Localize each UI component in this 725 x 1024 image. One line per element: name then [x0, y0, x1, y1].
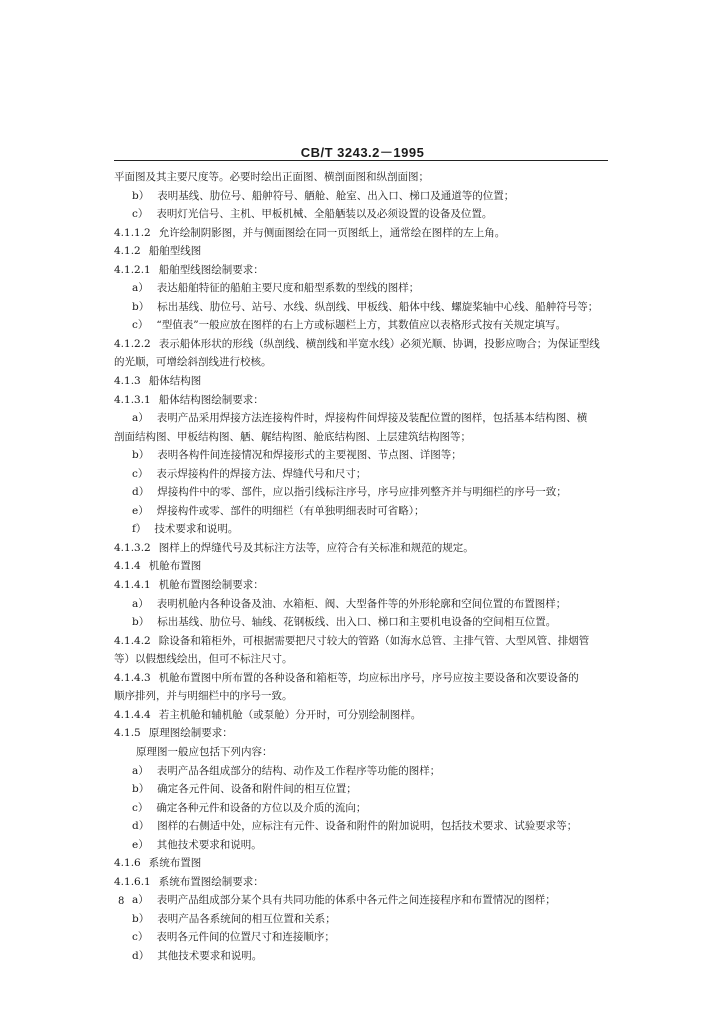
clause-number: 4.1.6.1	[114, 875, 151, 888]
clause-number: 4.1.5	[114, 727, 141, 740]
clause-text: 机舱布置图	[148, 560, 202, 573]
clause-text: 系统布置图	[148, 857, 202, 870]
clause-number: 4.1.2.2	[114, 337, 151, 350]
text-line	[114, 279, 610, 298]
clause-number: b）	[132, 616, 150, 629]
clause-number: f）	[132, 523, 147, 536]
clause-number: d）	[132, 820, 150, 833]
clause-text: 的光顺，可增绘斜剖线进行校核。	[114, 356, 272, 369]
clause-number: 4.1.3.2	[114, 541, 151, 554]
text-line	[114, 428, 610, 447]
clause-number: b）	[132, 300, 150, 313]
clause-text: 表明产品各系统间的相互位置和关系；	[157, 912, 336, 925]
clause-text: 表示船体形状的形线（纵剖线、横剖线和半宽水线）必须光顺、协调，投影应吻合；为保证型线	[158, 337, 600, 350]
text-line	[114, 743, 610, 762]
clause-text: 其他技术要求和说明。	[156, 838, 262, 851]
text-line	[114, 706, 610, 725]
clause-number: b）	[132, 449, 150, 462]
clause-number: 4.1.4.1	[114, 579, 151, 592]
clause-text: 表明基线、肋位号、船舯符号、舾舱、舱室、出入口、梯口及通道等的位置；	[157, 189, 515, 202]
text-line	[114, 483, 610, 502]
clause-text: 船体结构图	[148, 375, 202, 388]
clause-text: 表达船舶特征的船舶主要尺度和船型系数的型线的图样；	[156, 282, 420, 295]
clause-text: 允许绘制阴影图，并与侧面图绘在同一页图纸上，通常绘在图样的左上角。	[158, 226, 506, 239]
text-line	[114, 168, 610, 187]
clause-number: 4.1.3	[114, 375, 141, 388]
clause-text: 确定各元件间、设备和附件间的相互位置；	[157, 783, 357, 796]
page-number: 8	[118, 896, 125, 907]
header-rule	[114, 160, 608, 161]
clause-text: 表明各元件间的位置尺寸和连接顺序；	[156, 931, 335, 944]
clause-number: c）	[132, 801, 149, 814]
clause-number: c）	[132, 467, 149, 480]
clause-text: 确定各种元件和设备的方位以及介质的流向；	[156, 801, 367, 814]
standard-code-header: CB/T 3243.2－1995	[300, 145, 425, 160]
clause-number: a）	[132, 412, 149, 425]
clause-number: 4.1.4.4	[114, 708, 151, 721]
clause-number: c）	[132, 208, 149, 221]
clause-text: 表明机舱内各种设备及油、水箱柜、阀、大型备件等的外形轮廓和空间位置的布置图样；	[156, 597, 567, 610]
clause-number: a）	[132, 894, 149, 907]
text-line	[114, 298, 610, 317]
clause-text: 船舶型线图绘制要求：	[158, 263, 264, 276]
clause-text: 图样的右侧适中处，应标注有元件、设备和附件的附加说明，包括技术要求、试验要求等；	[157, 820, 578, 833]
clause-number: e）	[132, 504, 149, 517]
clause-text: 平面图及其主要尺度等。必要时绘出正面图、横剖面图和纵剖面图；	[114, 171, 429, 183]
clause-number: d）	[132, 486, 150, 499]
clause-number: 4.1.2	[114, 245, 141, 258]
text-line	[114, 316, 610, 335]
text-line	[114, 799, 610, 818]
text-line	[114, 502, 610, 521]
text-line	[114, 854, 610, 873]
clause-number: a）	[132, 764, 149, 777]
text-line	[114, 836, 610, 855]
clause-number: b）	[132, 783, 150, 796]
text-line	[114, 817, 610, 836]
clause-text: 顺序排列，并与明细栏中的序号一致。	[114, 690, 293, 703]
clause-text: 表示焊接构件的焊接方法、焊缝代号和尺寸；	[156, 467, 367, 480]
text-line	[114, 187, 610, 206]
clause-number: a）	[132, 282, 149, 295]
clause-number: e）	[132, 838, 149, 851]
text-line	[114, 261, 610, 280]
text-line	[114, 910, 610, 929]
clause-text: “型值表”一般应放在图样的右上方或标题栏上方，其数值应以表格形式按有关规定填写。	[156, 319, 567, 332]
text-line	[114, 409, 610, 428]
text-line	[114, 224, 610, 243]
clause-number: d）	[132, 949, 150, 962]
document-body	[114, 168, 610, 966]
clause-text: 技术要求和说明。	[154, 523, 239, 536]
clause-text: 若主机舱和辅机舱（或泵舱）分开时，可分别绘制图样。	[158, 708, 422, 721]
text-line	[114, 539, 610, 558]
text-line	[114, 242, 610, 261]
clause-text: 表明产品采用焊接方法连接构件时，焊接构件间焊接及装配位置的图样，包括基本结构图、横	[156, 412, 588, 425]
clause-number: 4.1.1.2	[114, 226, 151, 239]
clause-text: 表明产品各组成部分的结构、动作及工作程序等功能的图样；	[156, 764, 441, 777]
text-line	[114, 632, 610, 651]
clause-text: 除设备和箱柜外，可根据需要把尺寸较大的管路（如海水总管、主排气管、大型风管、排烟管	[158, 634, 590, 647]
text-line	[114, 762, 610, 781]
clause-text: 标出基线、肋位号、站号、水线、纵剖线、甲板线、船体中线、螺旋桨轴中心线、船舯符号等；	[157, 300, 599, 313]
clause-number: 4.1.4	[114, 560, 141, 573]
clause-text: 标出基线、肋位号、轴线、花钢板线、出入口、梯口和主要机电设备的空间相互位置。	[157, 616, 557, 629]
clause-number: 4.1.6	[114, 857, 141, 870]
clause-number: b）	[132, 189, 150, 202]
clause-text: 系统布置图绘制要求：	[158, 875, 264, 888]
clause-text: 其他技术要求和说明。	[157, 949, 263, 962]
text-line	[114, 780, 610, 799]
clause-text: 机舱布置图绘制要求：	[158, 579, 264, 592]
clause-number: 4.1.4.3	[114, 671, 151, 684]
clause-text: 表明灯光信号、主机、甲板机械、全船舾装以及必须设置的设备及位置。	[156, 208, 493, 221]
text-line	[114, 205, 610, 224]
text-line	[114, 928, 610, 947]
text-line	[114, 891, 610, 910]
text-line	[114, 595, 610, 614]
clause-number: c）	[132, 319, 149, 332]
text-line	[114, 650, 610, 669]
text-line	[114, 873, 610, 892]
clause-text: 原理图绘制要求：	[148, 727, 233, 740]
text-line	[114, 372, 610, 391]
clause-number: c）	[132, 931, 149, 944]
text-line	[114, 613, 610, 632]
text-line	[114, 947, 610, 966]
clause-text: 焊接构件中的零、部件，应以指引线标注序号，序号应排列整齐并与明细栏的序号一致；	[157, 486, 567, 499]
clause-number: 4.1.4.2	[114, 634, 151, 647]
clause-number: 4.1.2.1	[114, 263, 151, 276]
text-line	[114, 724, 610, 743]
text-line	[114, 669, 610, 688]
clause-number: a）	[132, 597, 149, 610]
clause-text: 船体结构图绘制要求：	[158, 393, 264, 406]
text-line	[114, 446, 610, 465]
clause-text: 表明产品组成部分某个具有共同功能的体系中各元件之间连接程序和布置情况的图样；	[156, 894, 556, 907]
clause-text: 等）以假想线绘出，但可不标注尺寸。	[114, 653, 293, 666]
text-line	[114, 687, 610, 706]
text-line	[114, 557, 610, 576]
text-line	[114, 576, 610, 595]
clause-number: 4.1.3.1	[114, 393, 151, 406]
text-line	[114, 465, 610, 484]
clause-text: 焊接构件或零、部件的明细栏（有单独明细表时可省略）；	[156, 504, 425, 517]
clause-text: 表明各构件间连接情况和焊接形式的主要视图、节点图、详图等；	[157, 449, 462, 462]
clause-number: b）	[132, 912, 150, 925]
text-line	[114, 391, 610, 410]
text-line	[114, 353, 610, 372]
clause-text: 图样上的焊缝代号及其标注方法等，应符合有关标准和规范的规定。	[158, 541, 474, 554]
clause-text: 原理图一般应包括下列内容：	[136, 745, 273, 758]
text-line	[114, 335, 610, 354]
clause-text: 机舱布置图中所布置的各种设备和箱柜等，均应标出序号，序号应按主要设备和次要设备的	[158, 671, 579, 684]
text-line	[114, 520, 610, 539]
clause-text: 剖面结构图、甲板结构图、舾、艉结构图、舱底结构图、上层建筑结构图等；	[114, 430, 471, 443]
clause-text: 船舶型线图	[148, 245, 202, 258]
